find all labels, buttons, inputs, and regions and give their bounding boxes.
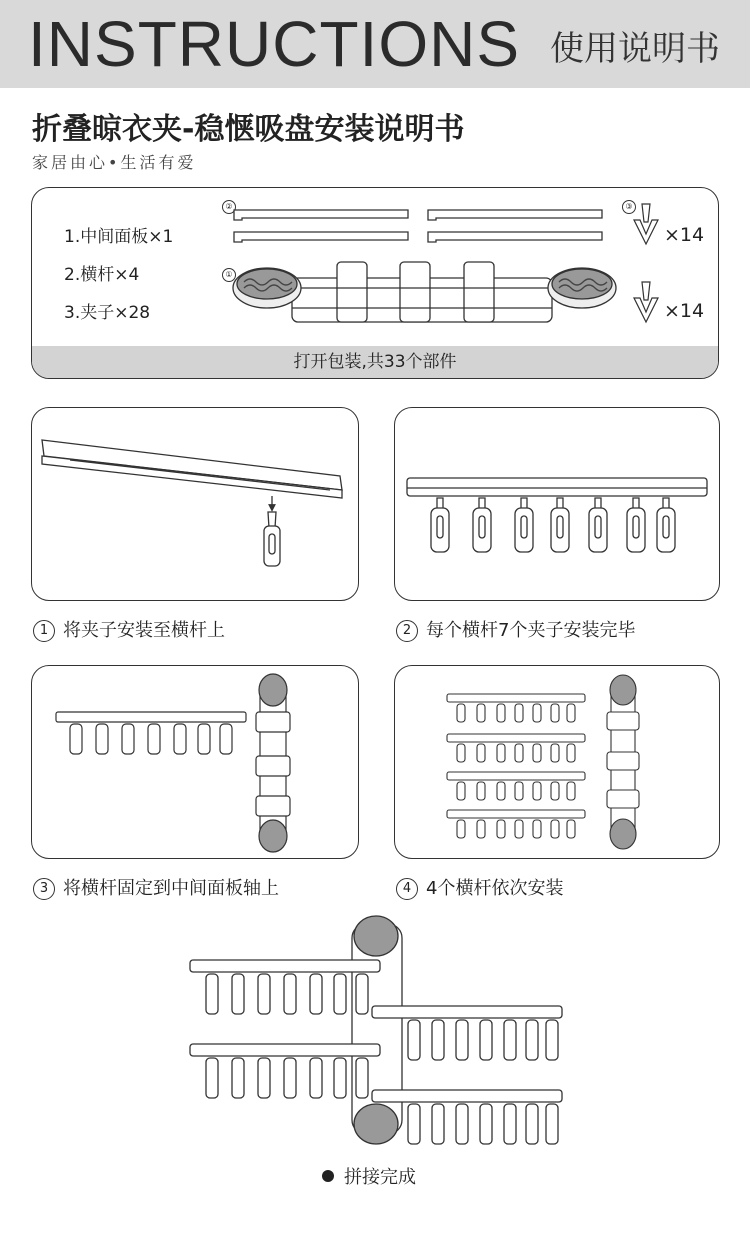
header-bar [0, 0, 750, 88]
clip-icon [632, 282, 660, 330]
step2-illustration [405, 476, 711, 576]
rods-illustration [232, 208, 612, 248]
part-item-rod: 2.横杆×4 [64, 265, 140, 285]
step3-caption [33, 874, 279, 900]
clip-icon [632, 204, 660, 252]
final-text: 拼接完成 [344, 1167, 416, 1188]
step2-illustration-box [394, 407, 720, 601]
part-item-panel: 1.中间面板×1 [64, 227, 174, 247]
step3-illustration [52, 672, 352, 852]
step1-text: 将夹子安装至横杆上 [63, 620, 225, 641]
step2-number: 2 [396, 620, 418, 642]
step1-number: 1 [33, 620, 55, 642]
header-title-cn: 使用说明书 [550, 29, 720, 69]
step1-caption [33, 616, 225, 642]
step3-text: 将横杆固定到中间面板轴上 [63, 878, 279, 899]
step4-illustration [443, 672, 713, 852]
step1-illustration [40, 438, 350, 588]
step3-illustration-box [31, 665, 359, 859]
step2-caption [396, 616, 635, 642]
parts-list [64, 218, 173, 332]
parts-footer: 打开包装,共33个部件 [32, 346, 718, 378]
step1-illustration-box [31, 407, 359, 601]
page-subtitle: 家居由心•生活有爱 [32, 153, 197, 172]
step4-text: 4个横杆依次安装 [426, 878, 564, 899]
parts-box [31, 187, 719, 379]
step4-number: 4 [396, 878, 418, 900]
panel-illustration [232, 258, 622, 330]
step3-number: 3 [33, 878, 55, 900]
final-caption [322, 1163, 416, 1189]
page-title: 折叠晾衣夹-稳惬吸盘安装说明书 [32, 112, 465, 147]
header-title-en: INSTRUCTIONS [28, 8, 520, 80]
step4-illustration-box [394, 665, 720, 859]
step2-text: 每个横杆7个夹子安装完毕 [426, 620, 636, 641]
clip-number-label: ③ [622, 200, 636, 214]
assembled-rack-illustration [186, 914, 566, 1154]
clip-count-1: ×14 [664, 224, 705, 246]
rod-number-label: ② [222, 200, 236, 214]
clip-count-2: ×14 [664, 300, 705, 322]
step4-caption [396, 874, 563, 900]
part-item-clip: 3.夹子×28 [64, 303, 151, 323]
panel-number-label: ① [222, 268, 236, 282]
bullet-dot-icon [322, 1170, 334, 1182]
